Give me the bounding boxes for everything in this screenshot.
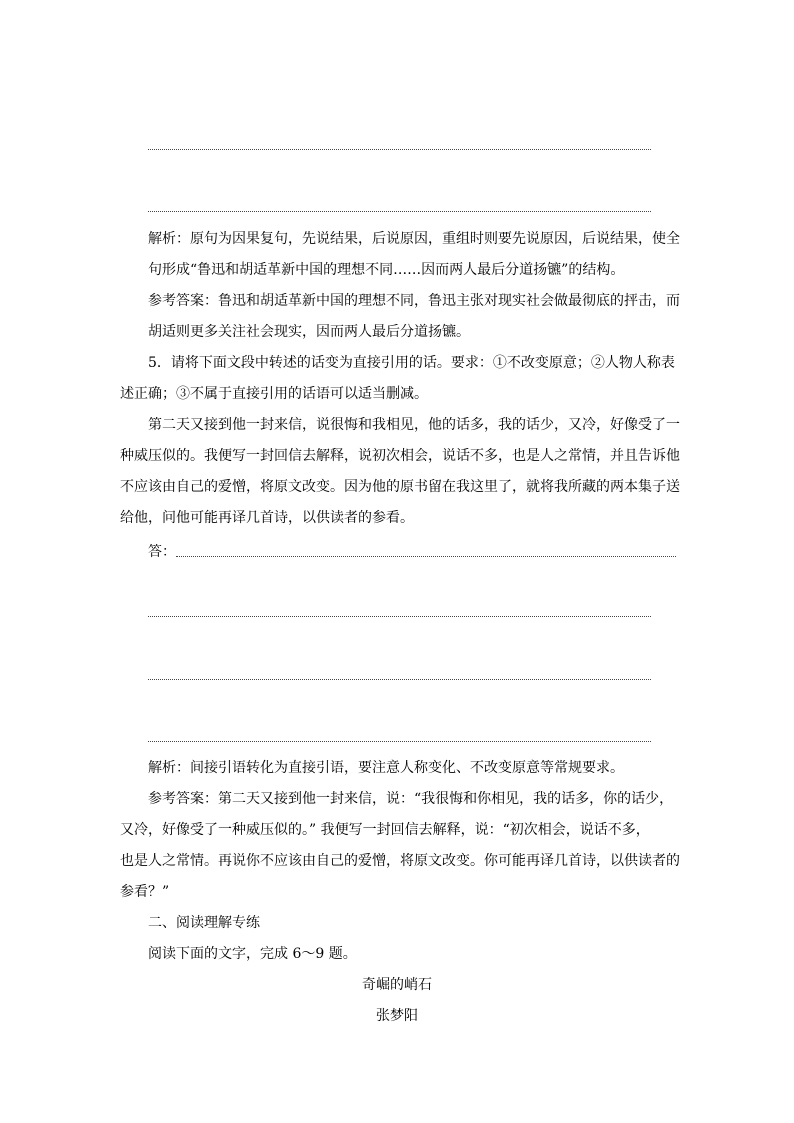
answer-blank-line (148, 616, 651, 617)
reference-answer-line: 胡适则更多关注社会现实，因而两人最后分道扬镳。 (148, 324, 470, 340)
answer-blank-line (176, 556, 676, 557)
reference-answer-line: 参看？” (120, 884, 170, 900)
analysis-line: 解析：间接引语转化为直接引语，要注意人称变化、不改变原意等常规要求。 (148, 760, 624, 776)
passage-line: 第二天又接到他一封来信，说很悔和我相见，他的话多，我的话少，又冷，好像受了一 (148, 417, 680, 433)
answer-label: 答： (148, 544, 176, 560)
section-instruction: 阅读下面的文字，完成 6～9 题。 (148, 946, 357, 962)
question-line: 5．请将下面文段中转述的话变为直接引用的话。要求：①不改变原意；②人物人称表 (148, 355, 675, 371)
reference-answer-line: 参考答案：鲁迅和胡适革新中国的理想不同，鲁迅主张对现实社会做最彻底的抨击，而 (148, 293, 680, 309)
analysis-line: 解析：原句为因果复句，先说结果，后说原因，重组时则要先说原因，后说结果，使全 (148, 231, 680, 247)
answer-blank-line (148, 211, 651, 212)
question-line: 述正确；③不属于直接引用的话语可以适当删减。 (120, 386, 428, 402)
analysis-line: 句形成“鲁迅和胡适革新中国的理想不同……因而两人最后分道扬镳”的结构。 (148, 262, 625, 278)
reference-answer-line: 也是人之常情。再说你不应该由自己的爱憎，将原文改变。你可能再译几首诗，以供读者的 (120, 853, 680, 869)
reference-answer-line: 参考答案：第二天又接到他一封来信，说：“我很悔和你相见，我的话多，你的话少， (148, 791, 674, 807)
answer-row (148, 542, 676, 562)
article-author: 张梦阳 (376, 1008, 418, 1024)
article-title: 奇崛的峭石 (362, 977, 432, 993)
passage-line: 种威压似的。我便写一封回信去解释，说初次相会，说话不多，也是人之常情，并且告诉他 (120, 448, 680, 464)
passage-line: 给他，问他可能再译几首诗，以供读者的参看。 (120, 510, 414, 526)
section-heading: 二、阅读理解专练 (148, 915, 260, 931)
reference-answer-line: 又冷，好像受了一种威压似的。” 我便写一封回信去解释，说：“初次相会，说话不多， (120, 822, 650, 838)
answer-blank-line (148, 741, 651, 742)
passage-line: 不应该由自己的爱憎，将原文改变。因为他的原书留在我这里了，就将我所藏的两本集子送 (120, 479, 680, 495)
answer-blank-line (148, 679, 651, 680)
answer-blank-line (148, 149, 651, 150)
